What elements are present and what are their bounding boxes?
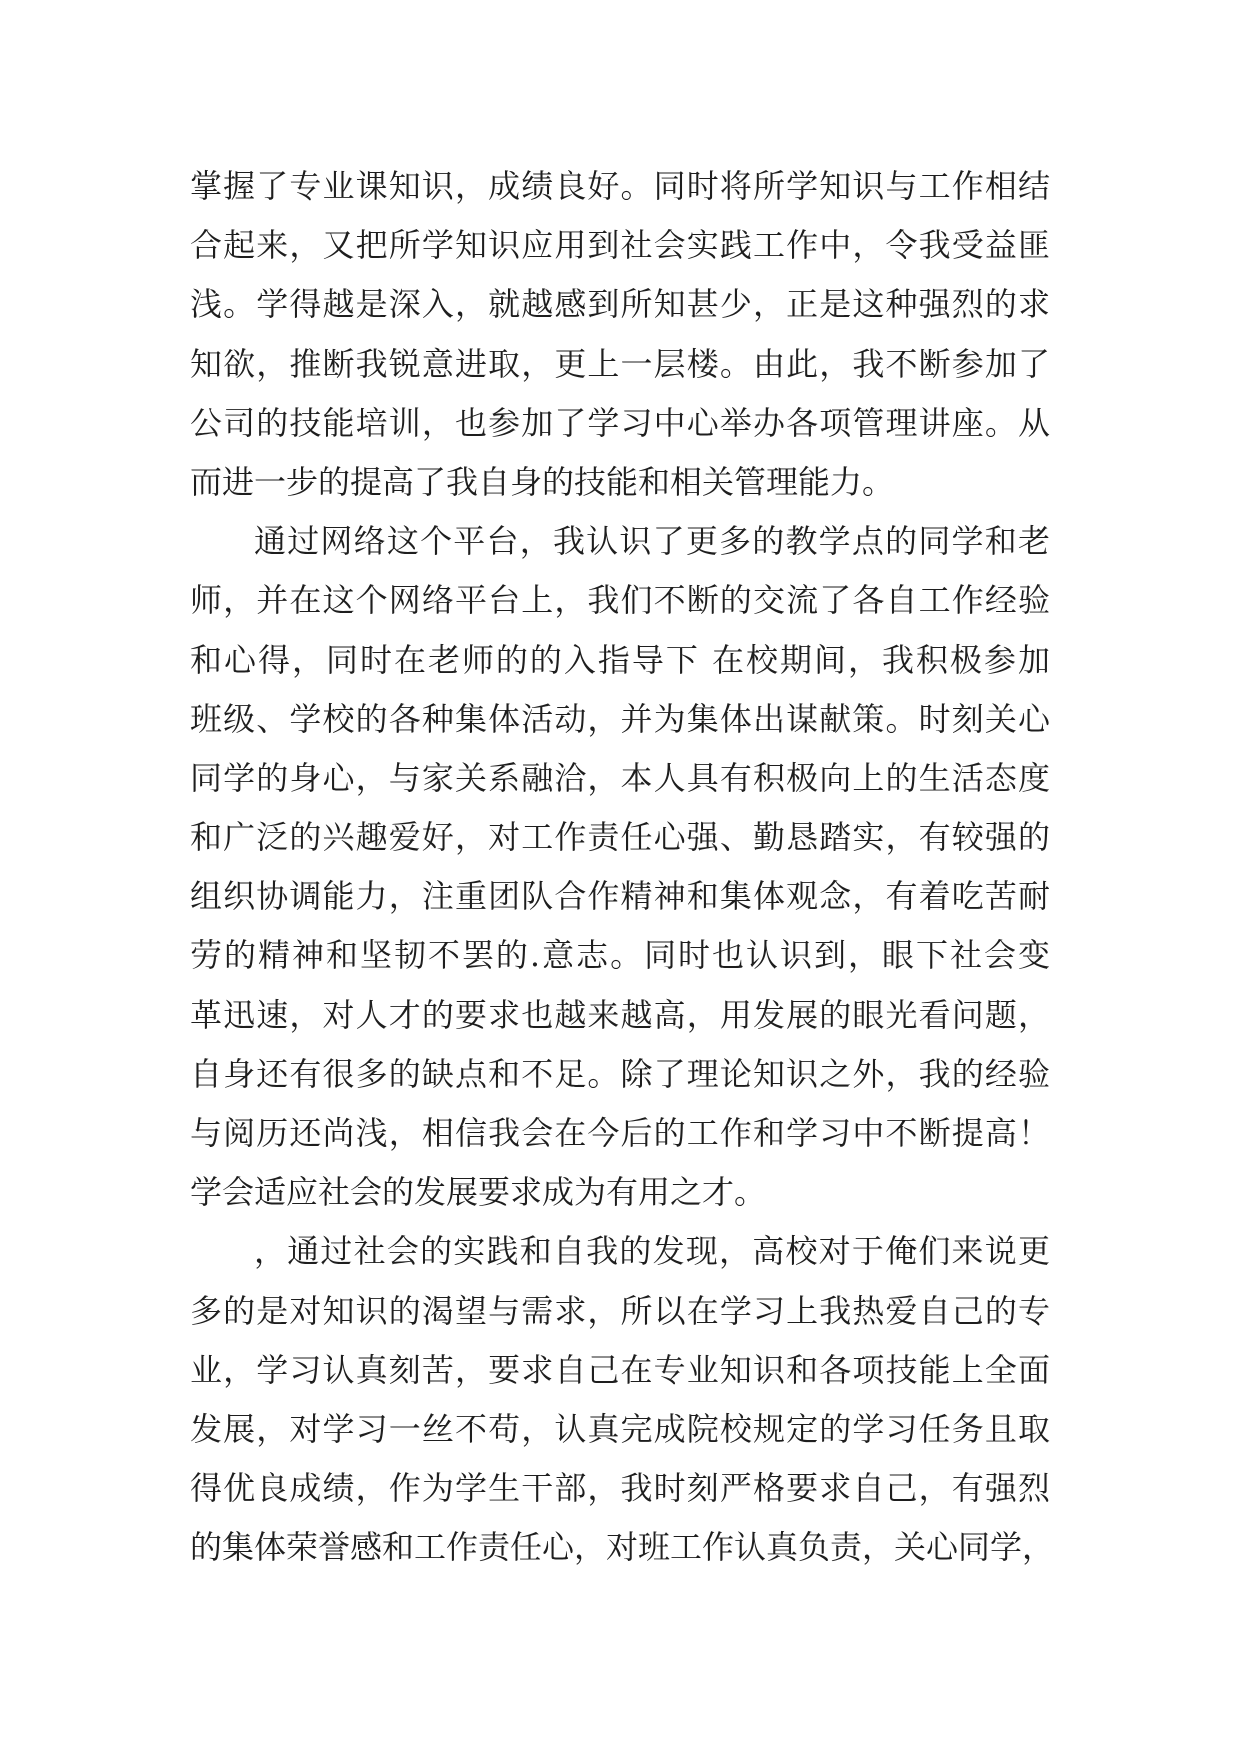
- text-line: 自身还有很多的缺点和不足。除了理论知识之外，我的经验: [190, 1054, 1050, 1093]
- text-line: 革迅速，对人才的要求也越来越高，用发展的眼光看问题，: [190, 995, 1050, 1034]
- text-line: 浅。学得越是深入，就越感到所知甚少，正是这种强烈的求: [190, 285, 1050, 324]
- text-line: 劳的精神和坚韧不罢的.意志。同时也认识到，眼下社会变: [190, 936, 1050, 975]
- text-line: 同学的身心，与家关系融洽，本人具有积极向上的生活态度: [190, 758, 1050, 797]
- text-line: 掌握了专业课知识，成绩良好。同时将所学知识与工作相结: [190, 167, 1050, 205]
- text-line: 的集体荣誉感和工作责任心，对班工作认真负责，关心同学，: [190, 1528, 1055, 1567]
- text-line: 公司的技能培训，也参加了学习中心举办各项管理讲座。从: [190, 403, 1050, 442]
- document-body: [190, 157, 1055, 1578]
- text-line: 通过网络这个平台，我认识了更多的教学点的同学和老: [254, 522, 1050, 561]
- paragraph: [190, 1222, 1055, 1577]
- text-line: ，通过社会的实践和自我的发现，高校对于俺们来说更: [254, 1232, 1050, 1271]
- text-line: 多的是对知识的渴望与需求，所以在学习上我热爱自己的专: [190, 1291, 1050, 1330]
- text-line: 发展，对学习一丝不苟，认真完成院校规定的学习任务且取: [190, 1409, 1050, 1448]
- text-line: 与阅历还尚浅，相信我会在今后的工作和学习中不断提高！: [190, 1114, 1050, 1152]
- paragraph: [190, 512, 1050, 1222]
- text-line: 知欲，推断我锐意进取，更上一层楼。由此，我不断参加了: [190, 344, 1050, 383]
- text-line: 师，并在这个网络平台上，我们不断的交流了各自工作经验: [190, 581, 1050, 620]
- text-line: 而进一步的提高了我自身的技能和相关管理能力。: [190, 462, 895, 501]
- paragraph: [190, 157, 1050, 512]
- text-line: 学会适应社会的发展要求成为有用之才。: [190, 1173, 767, 1212]
- text-line: 得优良成绩，作为学生干部，我时刻严格要求自己，有强烈: [190, 1469, 1050, 1508]
- text-line: 合起来，又把所学知识应用到社会实践工作中，令我受益匪: [190, 226, 1050, 265]
- text-line: 组织协调能力，注重团队合作精神和集体观念，有着吃苦耐: [190, 877, 1050, 916]
- text-line: 业，学习认真刻苦，要求自己在专业知识和各项技能上全面: [190, 1350, 1050, 1389]
- text-line: 和心得，同时在老师的的入指导下 在校期间，我积极参加: [190, 640, 1050, 679]
- text-line: 和广泛的兴趣爱好，对工作责任心强、勤恳踏实，有较强的: [190, 818, 1050, 857]
- text-line: 班级、学校的各种集体活动，并为集体出谋献策。时刻关心: [190, 699, 1050, 738]
